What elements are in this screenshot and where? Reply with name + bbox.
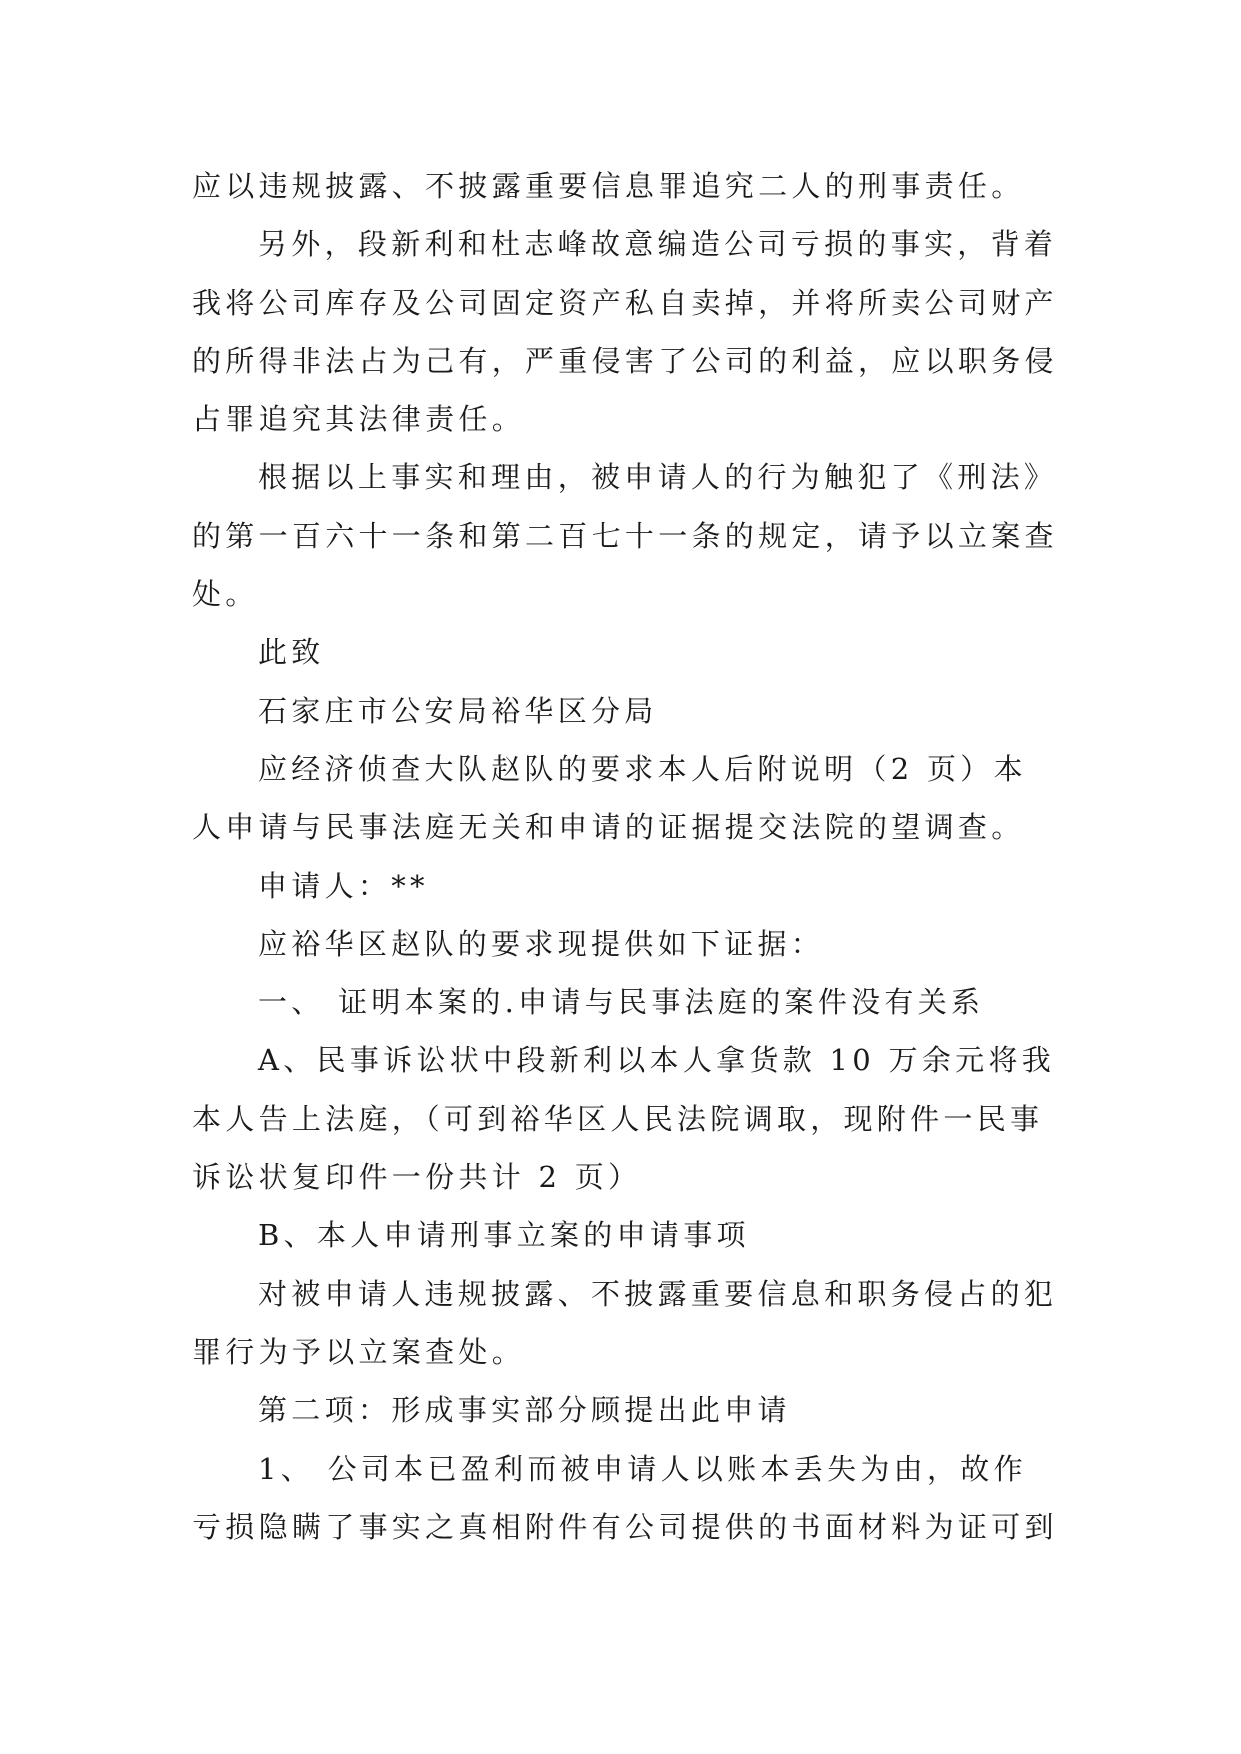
paragraph-2: 另外，段新利和杜志峰故意编造公司亏损的事实，背着我将公司库存及公司固定资产私自卖掉，并将所卖公司财产的所得非法占为己有，严重侵害了公司的利益，应以职务侵占罪追究其法律责任。 <box>192 227 1058 437</box>
paragraph-salutation: 此致 <box>258 635 325 670</box>
paragraph-10: A、民事诉讼状中段新利以本人拿货款 10 万余元将我本人告上法庭，（可到裕华区人民法院调取，现附件一民事诉讼状复印件一份共计 2 页） <box>192 1043 1056 1195</box>
paragraph-1: 应以违规披露、不披露重要信息罪追究二人的刑事责任。 <box>192 169 1025 203</box>
document-body <box>192 157 1060 1556</box>
paragraph-6: 应经济侦查大队赵队的要求本人后附说明（2 页）本人申请与民事法庭无关和申请的证据提交法院的望调查。 <box>192 751 1027 845</box>
paragraph-applicant: 申请人：** <box>258 868 429 903</box>
paragraph-14: 1、 公司本已盈利而被申请人以账本丢失为由，故作亏损隐瞒了事实之真相附件有公司提供的书面材料为证可到 <box>192 1451 1058 1544</box>
paragraph-12: 对被申请人违规披露、不披露重要信息和职务侵占的犯罪行为予以立案查处。 <box>192 1276 1058 1369</box>
paragraph-recipient: 石家庄市公安局裕华区分局 <box>258 693 658 728</box>
paragraph-9: 一、 证明本案的.申请与民事法庭的案件没有关系 <box>258 985 985 1020</box>
paragraph-11: B、本人申请刑事立案的申请事项 <box>258 1218 750 1253</box>
paragraph-3: 根据以上事实和理由，被申请人的行为触犯了《刑法》的第一百六十一条和第二百七十一条的规定，请予以立案查处。 <box>192 460 1058 612</box>
paragraph-13: 第二项：形成事实部分顾提出此申请 <box>258 1393 791 1428</box>
paragraph-8: 应裕华区赵队的要求现提供如下证据： <box>258 926 825 961</box>
